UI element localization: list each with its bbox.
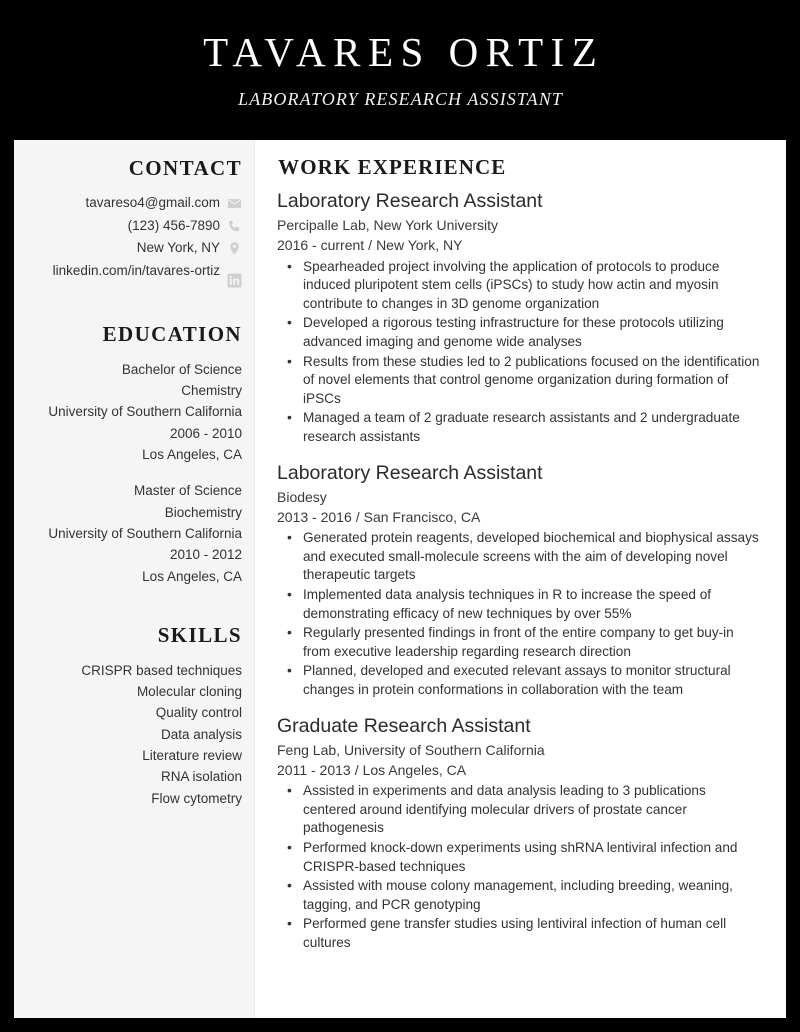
skill-item: Molecular cloning: [136, 684, 242, 700]
job-location: San Francisco, CA: [363, 508, 481, 525]
job-bullet: • Regularly presented findings in front of the entire company to get buy-in from executive leadership regarding research direction: [277, 624, 762, 661]
job-bullet: • Results from these studies led to 2 publications focused on the identification of novel elements that control genome organization during formation of iPSCs: [277, 353, 762, 409]
phone-icon: [227, 219, 242, 234]
job-entry: [277, 714, 762, 953]
skill-item: CRISPR based techniques: [81, 662, 242, 678]
work-experience-heading: WORK EXPERIENCE: [278, 155, 507, 179]
job-entry: [277, 461, 762, 700]
job-location: New York, NY: [376, 237, 463, 254]
contact-linkedin-text[interactable]: linkedin.com/in/tavares-ortiz: [52, 262, 220, 278]
job-bullets: [277, 529, 762, 699]
resume-body: [14, 140, 786, 1018]
skill-item: Flow cytometry: [151, 790, 242, 806]
education-dates: 2010 - 2012: [169, 547, 242, 563]
envelope-icon: [227, 196, 242, 211]
job-entry: [277, 189, 762, 447]
education-heading: EDUCATION: [102, 321, 242, 346]
job-bullet: • Assisted in experiments and data analysis leading to 3 publications centered around identifying molecular drivers of prostate cancer pathogenesis: [277, 782, 762, 838]
education-degree: Bachelor of Science: [121, 361, 242, 377]
job-title: Laboratory Research Assistant: [277, 190, 543, 212]
job-dates: 2011 - 2013: [277, 761, 351, 778]
skills-heading: SKILLS: [157, 622, 242, 647]
education-field: Biochemistry: [164, 504, 242, 520]
contact-heading: CONTACT: [128, 156, 242, 180]
skill-item: Data analysis: [160, 726, 242, 742]
skill-item: Quality control: [155, 705, 242, 721]
job-meta: [277, 507, 762, 527]
main-column: [255, 140, 786, 1018]
education-entry: [24, 480, 242, 587]
contact-item-location: [24, 238, 242, 259]
job-dates: 2016 - current: [277, 237, 365, 254]
job-title: Graduate Research Assistant: [277, 714, 531, 737]
job-bullet: • Managed a team of 2 graduate research assistants and 2 undergraduate research assistants: [277, 409, 762, 446]
job-bullet: • Performed knock-down experiments using shRNA lentiviral infection and CRISPR-based techniques: [277, 839, 762, 876]
job-bullets: [277, 782, 762, 952]
job-meta: [277, 235, 762, 255]
job-bullet: • Assisted with mouse colony management, including breeding, weaning, tagging, and PCR genotyping: [277, 877, 762, 914]
job-bullets: [277, 258, 762, 447]
job-bullet: • Performed gene transfer studies using lentiviral infection of human cell cultures: [277, 915, 762, 952]
education-degree: Master of Science: [133, 483, 242, 499]
sidebar: [14, 140, 255, 1018]
education-dates: 2006 - 2010: [169, 425, 242, 441]
job-meta: [277, 760, 762, 780]
education-field: Chemistry: [181, 382, 242, 398]
job-separator: /: [355, 508, 360, 525]
job-company: Biodesy: [277, 488, 327, 505]
contact-item-phone: [24, 216, 242, 237]
job-location: Los Angeles, CA: [362, 761, 467, 778]
job-dates: 2013 - 2016: [277, 508, 352, 525]
contact-location-text: New York, NY: [136, 240, 220, 256]
job-bullet: • Spearheaded project involving the application of protocols to produce induced pluripotent stem cells (iPSCs) to study how actin and myosin contribute to changes in 3D genome organization: [277, 258, 762, 314]
education-location: Los Angeles, CA: [142, 446, 242, 462]
candidate-role: LABORATORY RESEARCH ASSISTANT: [238, 88, 563, 109]
education-school: University of Southern California: [48, 525, 242, 541]
job-title: Laboratory Research Assistant: [277, 461, 543, 484]
education-location: Los Angeles, CA: [142, 568, 242, 584]
job-bullet: • Generated protein reagents, developed biochemical and biophysical assays and executed small-molecule screens with the aim of developing novel therapeutic targets: [277, 529, 762, 585]
contact-item-email: [24, 193, 242, 214]
contact-email-text[interactable]: tavareso4@gmail.com: [85, 195, 220, 210]
resume-header: [0, 0, 800, 140]
job-company: Percipalle Lab, New York University: [277, 216, 498, 233]
job-bullet: • Developed a rigorous testing infrastructure for these protocols utilizing advanced imaging and genome wide analyses: [277, 314, 762, 351]
linkedin-icon[interactable]: [227, 273, 242, 288]
job-bullet: • Implemented data analysis techniques in R to increase the speed of demonstrating efficacy of new techniques by over 55%: [277, 586, 762, 623]
skill-item: Literature review: [142, 748, 242, 764]
job-bullet: • Planned, developed and executed relevant assays to monitor structural changes in protein conformations in collaboration with the team: [277, 662, 762, 699]
job-separator: /: [354, 761, 359, 778]
contact-phone-text[interactable]: (123) 456-7890: [127, 217, 220, 233]
contact-item-linkedin: [24, 261, 242, 288]
job-company: Feng Lab, University of Southern California: [277, 741, 545, 758]
location-pin-icon: [227, 241, 242, 256]
education-school: University of Southern California: [48, 404, 242, 420]
candidate-name: TAVARES ORTIZ: [203, 29, 605, 76]
job-separator: /: [368, 237, 373, 254]
skill-item: RNA isolation: [160, 769, 242, 785]
education-entry: [24, 359, 242, 466]
